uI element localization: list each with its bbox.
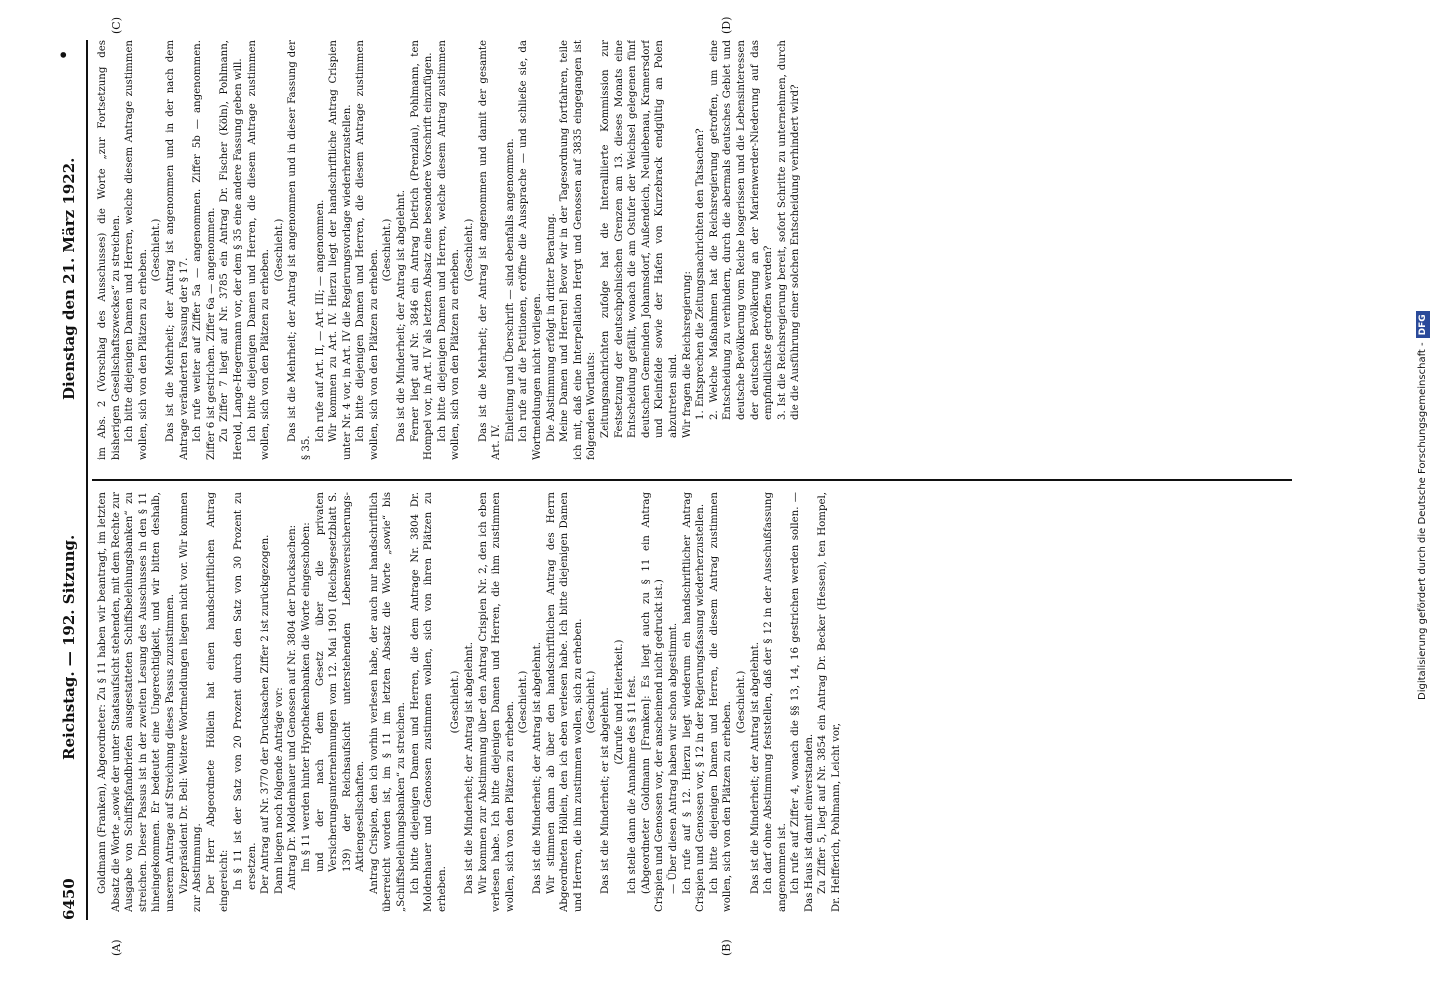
right-column-paragraph: Ich bitte diejenigen Damen und Herren, welche diesem Antrage zustimmen wollen, sich von den Plätzen zu erheben.: [124, 40, 149, 460]
right-column-paragraph: Zeitungsnachrichten zufolge hat die Interalliierte Kommission zur Festsetzung der deutschpolnischen Grenzen am 13. dieses Monats eine Entscheidung gefällt, wonach die am Ostufer der Weichsel gelegenen fünf deutschen Gemeinden Johannsdorf, Außendeich, Neuliebenau, Kramersdorf und Kleinfelde sowie der Hafen von Kurzebrack endgültig an Polen abzutreten sind.: [599, 40, 679, 438]
left-column-paragraph: Ich bitte diejenigen Damen und Herren, die diesem Antrag zustimmen wollen, sich von den Plätzen zu erheben.: [708, 492, 734, 912]
header-dot: •: [54, 49, 73, 60]
right-column-paragraph: Das ist die Mehrheit; der Antrag ist angenommen und in dieser Fassung der § 35.: [287, 40, 312, 460]
left-column-paragraph: Ich rufe auf Ziffer 4, wonach die §§ 13, 14, 16 gestrichen werden sollen. — Das Haus ist damit einverstanden.: [790, 492, 815, 912]
left-column-paragraph: Ich darf ohne Abstimmung feststellen, daß der § 12 in der Ausschußfassung angenommen ist.: [763, 492, 788, 912]
left-column-paragraph: Vizepräsident Dr. Bell: Weitere Wortmeldungen liegen nicht vor. Wir kommen zur Abstimmung.: [178, 492, 204, 912]
right-column-paragraph: Ich bitte diejenigen Damen und Herren, die diesem Antrage zustimmen wollen, sich von den Plätzen zu erheben.: [355, 40, 380, 460]
page-number: 6450: [60, 878, 78, 920]
left-column-paragraph: — Über diesen Antrag haben wir schon abgestimmt.: [667, 622, 679, 894]
left-column-paragraph: Das ist die Minderheit; er ist abgelehnt.: [599, 687, 611, 894]
left-column-paragraph: (Geschieht.): [586, 670, 598, 734]
left-column-paragraph: Antrag Crispien, den ich vorhin verlesen habe, der auch nur handschriftlich überreicht worden ist, im § 11 im letzten Absatz die Worte „sowie“ bis „Schiffsbeleihungsbanken“ zu streichen.: [368, 492, 408, 912]
left-column-paragraph: Im § 11 werden hinter Hypothekenbanken die Worte eingeschoben:: [300, 522, 312, 872]
right-column-paragraph: Zu Ziffer 7 liegt auf Nr. 3785 ein Antrag Dr. Fischer (Köln), Pohlmann, Herold, Lange-Hegermann vor, der dem § 35 eine andere Fassung geben will.: [219, 40, 244, 460]
right-column-paragraph: Ich rufe auf Art. II, — Art. III; — angenommen.: [314, 199, 326, 442]
left-column-paragraph: Zu Ziffer 5, liegt auf Nr. 3854 ein Antrag Dr. Becker (Hessen), ten Hompel, Dr. Helfferich, Pohlmann, Leicht vor,: [817, 492, 843, 912]
right-column-paragraph: Ich bitte diejenigen Damen und Herren, welche diesem Antrag zustimmen wollen, sich von den Plätzen zu erheben.: [436, 40, 462, 460]
left-column-paragraph: Dann liegen noch folgende Anträge vor:: [273, 687, 285, 894]
credit-text: Digitalisierung gefördert durch die Deutsche Forschungsgemeinschaft -: [1417, 342, 1428, 700]
right-column-paragraph: (Geschieht.): [273, 218, 285, 282]
text-column-left: [96, 492, 1276, 912]
left-column-paragraph: Wir kommen zur Abstimmung über den Antrag Crispien Nr. 2, den ich eben verlesen habe. Ich bitte diejenigen Damen und Herren, die ihm zustimmen wollen, sich von den Plätzen zu erheben.: [477, 492, 516, 912]
left-column-paragraph: Ich stelle dann die Annahme des § 11 fest.: [627, 675, 639, 894]
left-column-paragraph: Der Herr Abgeordnete Höllein hat einen handschriftlichen Antrag eingereicht:: [205, 492, 231, 912]
left-column-paragraph: Der Antrag auf Nr. 3770 der Drucksachen Ziffer 2 ist zurückgezogen.: [260, 534, 272, 894]
right-column-paragraph: (Geschieht.): [151, 218, 163, 282]
column-divider: [92, 479, 1292, 481]
right-column-paragraph: Meine Damen und Herren! Bevor wir in der Tagesordnung fortfahren, teile ich mit, daß eine Interpellation Hergt und Genossen auf 3835 eingegangen ist folgenden Wortlauts:: [559, 40, 598, 460]
right-column-paragraph: Ferner liegt auf Nr. 3846 ein Antrag Dietrich (Prenzlau), Pohlmann, ten Hompel vor, in Art. IV als letzten Absatz eine besondere Vorschrift einzufügen.: [409, 40, 435, 460]
dfg-logo: DFG: [1416, 311, 1430, 338]
right-column-paragraph: (Geschieht.): [464, 218, 476, 282]
left-column-paragraph: (Abgeordneter Goldmann [Franken]: Es liegt auch zu § 11 ein Antrag Crispien und Genossen vor, der anscheinend nicht gedruckt ist.): [640, 492, 666, 912]
right-column-paragraph: Das ist die Minderheit; der Antrag ist abgelehnt.: [396, 190, 408, 442]
left-column-paragraph: Das ist die Minderheit; der Antrag ist abgelehnt.: [749, 642, 761, 894]
right-column-paragraph: Die Abstimmung erfolgt in dritter Beratung.: [545, 213, 557, 442]
left-column-paragraph: (Geschieht.): [518, 670, 530, 734]
left-column-paragraph: (Geschieht.): [735, 670, 747, 734]
margin-mark-c: (C): [110, 17, 123, 34]
left-column-paragraph: (Zurufe und Heiterkeit.): [613, 639, 625, 765]
left-column-paragraph: Goldmann (Franken), Abgeordneter: Zu § 11 haben wir beantragt, im letzten Absatz die Worte „sowie der unter Staatsaufsicht stehenden, mit dem Rechte zur Ausgabe von Schiffspfandbriefen ausgestatteten Schiffsbeleihungsbanken“ zu streichen. Dieser Passus ist in der zweiten Lesung des Ausschusses in den § 11 hineingekommen. Er bedeutet eine Ungerechtigkeit, und wir bitten deshalb, unserem Antrage auf Streichung dieses Passus zuzustimmen.: [97, 492, 176, 912]
left-column-paragraph: Das ist die Minderheit; der Antrag ist abgelehnt.: [464, 642, 476, 894]
right-column-paragraph: Ich rufe weiter auf Ziffer 5a — angenommen. Ziffer 5b — angenommen. Ziffer 6 ist gestrichen. Ziffer 6a — angenommen.: [192, 40, 217, 460]
right-column-paragraph: im Abs. 2 (Vorschlag des Ausschusses) die Worte „zur Fortsetzung des bisherigen Gesellschaftszweckes“ zu streichen.: [97, 40, 122, 460]
right-column-paragraph: (Geschieht.): [382, 218, 394, 282]
right-column-paragraph: Ich rufe auf die Petitionen, eröffne die Aussprache — und schließe sie, da Wortmeldungen nicht vorliegen.: [518, 40, 543, 460]
left-column-paragraph: In § 11 ist der Satz von 20 Prozent durch den Satz von 30 Prozent zu ersetzen.: [232, 492, 258, 890]
margin-mark-a: (A): [110, 939, 123, 956]
right-column-paragraph: 2. Welche Maßnahmen hat die Reichsregierung getroffen, um eine Entscheidung zu verhindern, durch die abermals deutsches Gebiet und deutsche Bevölkerung vom Reiche losgerissen und die Lebensinteressen der deutschen Bevölkerung an der Marienwerder-Niederung auf das empfindlichste getroffen werden?: [708, 40, 775, 420]
left-column-paragraph: Antrag Dr. Moldenhauer und Genossen auf Nr. 3804 der Drucksachen:: [287, 524, 299, 890]
right-column-paragraph: Wir fragen die Reichsregierung:: [681, 271, 693, 438]
right-column-paragraph: 1. Entsprechen die Zeitungsnachrichten den Tatsachen?: [695, 128, 707, 420]
right-column-paragraph: Einleitung und Überschrift — sind ebenfalls angenommen.: [504, 138, 516, 442]
header-rule: [86, 40, 88, 920]
session-title: Reichstag. — 192. Sitzung.: [60, 534, 78, 760]
left-column-paragraph: Ich bitte diejenigen Damen und Herren, die dem Antrage Nr. 3804 Dr. Moldenhauer und Genossen zustimmen wollen, sich von ihren Plätzen zu erheben.: [409, 492, 448, 912]
left-column-paragraph: Wir stimmen dann ab über den handschriftlichen Antrag des Herrn Abgeordneten Höllein, den ich eben verlesen habe. Ich bitte diejenigen Damen und Herren, die ihm zustimmen wollen, sich zu erheben.: [545, 492, 584, 912]
right-column-paragraph: Wir kommen zu Art. IV. Hierzu liegt der handschriftliche Antrag Crispien unter Nr. 4 vor, in Art. IV die Regierungsvorlage wiederherzustellen.: [328, 40, 353, 460]
right-column-paragraph: Das ist die Mehrheit; der Antrag ist angenommen und damit der gesamte Art. IV.: [477, 40, 503, 460]
right-column-paragraph: Das ist die Mehrheit; der Antrag ist angenommen und in der nach dem Antrage veränderten Fassung der § 17.: [164, 40, 190, 460]
left-column-paragraph: (Geschieht.): [450, 670, 462, 734]
left-column-paragraph: Das ist die Minderheit; der Antrag ist abgelehnt.: [532, 642, 543, 894]
left-column-paragraph: Ich rufe auf § 12. Hierzu liegt wiederum ein handschriftlicher Antrag Crispien und Genossen vor, § 12 in der Regierungsfassung wiederherzustellen.: [681, 492, 707, 912]
right-column-paragraph: Ich bitte diejenigen Damen und Herren, die diesem Antrage zustimmen wollen, sich von den Plätzen zu erheben.: [246, 40, 272, 460]
page-header: [54, 40, 84, 920]
margin-mark-d: (D): [720, 16, 733, 34]
left-column-paragraph: und der nach dem Gesetz über die privaten Versicherungsunternehmungen vom 12. Mai 1901 (Reichsgesetzblatt S. 139) der Reichsaufsicht unterstehenden Lebensversicherungs-Aktiengesellschaften.: [314, 492, 367, 872]
margin-mark-b: (B): [720, 939, 733, 956]
digitization-credit-strip: [1412, 0, 1434, 1000]
session-date: Dienstag den 21. März 1922.: [60, 157, 78, 400]
text-column-right: [96, 40, 1276, 460]
right-column-paragraph: 3. Ist die Reichsregierung bereit, sofort Schritte zu unternehmen, durch die die Ausführung einer solchen Entscheidung verhindert wird?: [776, 40, 802, 420]
